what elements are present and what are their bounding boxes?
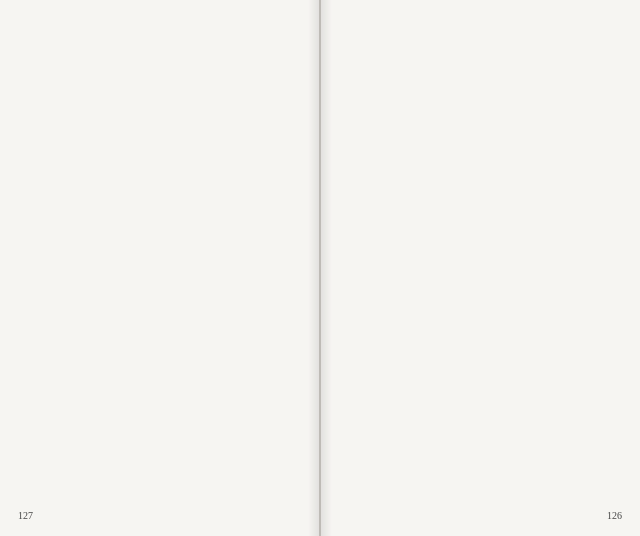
left-page-number: 127 — [18, 511, 33, 522]
right_page-text-column — [589, 56, 607, 508]
left_page-text-column — [170, 56, 188, 508]
right_page-text-column — [409, 56, 427, 508]
right_page-text-column — [529, 56, 547, 508]
right_page-text-column — [469, 56, 487, 508]
left_page-text-column — [284, 56, 302, 508]
left_page-text-column — [37, 56, 55, 508]
left_page-text-column — [265, 56, 283, 508]
left_page-text-column — [189, 56, 207, 508]
right_page-text-column — [609, 56, 627, 508]
left_page-text-column — [56, 56, 74, 508]
left_page-text-column — [0, 56, 17, 508]
right-page-text-area — [341, 56, 627, 508]
right_page-text-column — [449, 56, 467, 508]
left-page-text-area — [12, 56, 302, 508]
left_page-text-column — [132, 56, 150, 508]
right_page-text-column — [369, 56, 387, 508]
right_page-text-column — [429, 56, 447, 508]
right_page-text-column — [489, 56, 507, 508]
left_page-text-column — [75, 56, 93, 508]
left_page-text-column — [246, 56, 264, 508]
left_page-text-column — [227, 56, 245, 508]
right_page-text-column — [549, 56, 567, 508]
right-page-number: 126 — [607, 511, 622, 522]
left_page-text-column — [208, 56, 226, 508]
right-page — [320, 0, 640, 536]
left_page-text-column — [18, 56, 36, 508]
left_page-text-column — [151, 56, 169, 508]
right_page-text-column — [569, 56, 587, 508]
right_page-text-column — [389, 56, 407, 508]
right_page-text-column — [509, 56, 527, 508]
left_page-text-column — [113, 56, 131, 508]
right_page-text-column — [349, 56, 367, 508]
left_page-text-column — [94, 56, 112, 508]
